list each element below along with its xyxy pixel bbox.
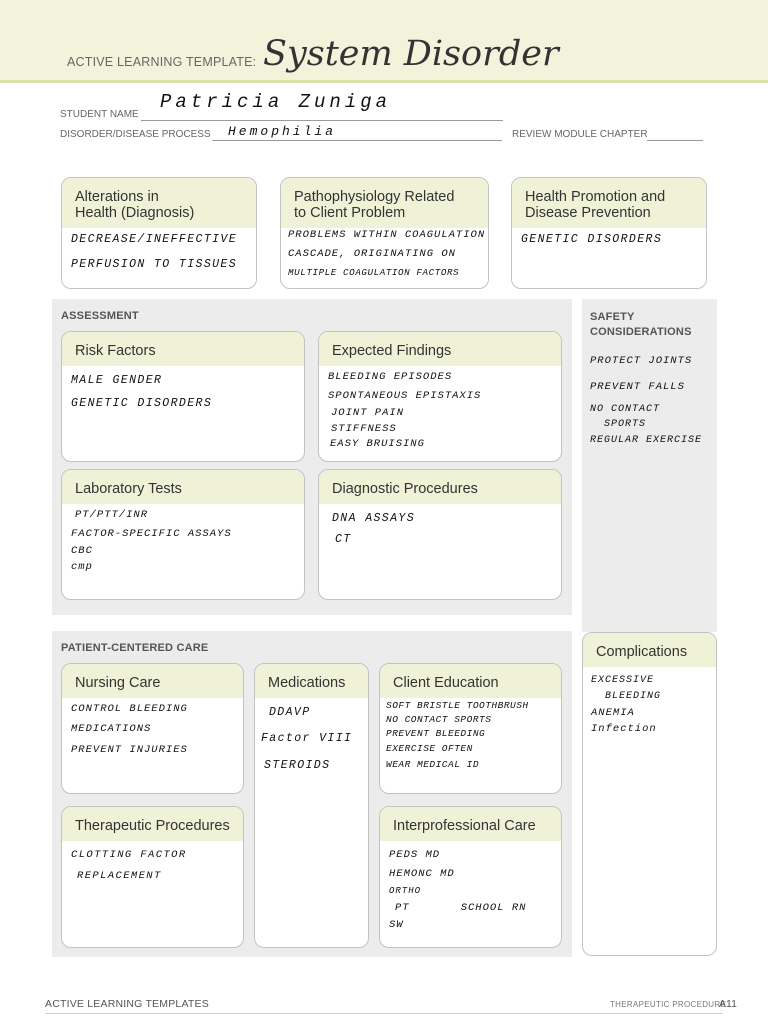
safety-line: PREVENT FALLS [590,381,685,393]
review-module-label: REVIEW MODULE CHAPTER [512,129,648,140]
pathophysiology-line: PROBLEMS WITHIN COAGULATION [288,229,486,241]
client-education-content [386,698,557,772]
therapeutic-procedures-title: Therapeutic Procedures [75,818,230,834]
safety-line: REGULAR EXERCISE [590,435,703,446]
header-rule [0,80,768,83]
health-promotion-line: GENETIC DISORDERS [521,233,663,246]
pathophysiology-content [288,228,484,281]
risk-factors-title: Risk Factors [75,343,156,359]
expected-findings-title: Expected Findings [332,343,452,359]
expected-findings-header [319,332,561,366]
nursing-care-content [71,702,239,759]
therapeutic-procedures-line: CLOTTING FACTOR [71,849,187,861]
laboratory-tests-line: cmp [71,560,93,573]
client-education-line: EXERCISE OFTEN [386,743,473,754]
client-education-line: SOFT BRISTLE TOOTHBRUSH [386,700,529,711]
complications-content [591,673,712,737]
therapeutic-procedures-content [71,845,239,887]
expected-findings-content [328,370,557,453]
laboratory-tests-title: Laboratory Tests [75,481,182,497]
interprofessional-care-content [389,845,557,933]
pathophysiology-header [281,178,488,228]
interprofessional-care-box[interactable] [379,806,562,948]
diagnostic-procedures-line: DNA ASSAYS [332,512,416,525]
safety-section [582,299,717,632]
interprofessional-care-line: SW [389,919,404,931]
client-education-title: Client Education [393,675,499,691]
nursing-care-line: MEDICATIONS [71,722,152,735]
footer-title: ACTIVE LEARNING TEMPLATES [45,998,209,1010]
footer-rule [45,1013,723,1014]
alterations-header [62,178,256,228]
nursing-care-line: CONTROL BLEEDING [71,703,188,715]
medications-line: STEROIDS [264,759,331,772]
complications-line: EXCESSIVE [591,675,655,686]
safety-title-line2: CONSIDERATIONS [590,326,692,338]
risk-factors-line: MALE GENDER [71,374,163,387]
review-module-line [647,140,703,141]
interprofessional-care-title: Interprofessional Care [393,818,536,834]
alterations-title-line1: Alterations in [75,189,159,205]
safety-line: SPORTS [590,419,647,430]
laboratory-tests-line: CBC [71,545,93,557]
medications-title: Medications [268,675,346,691]
nursing-care-header [62,664,243,698]
therapeutic-procedures-box[interactable] [61,806,244,948]
nursing-care-box[interactable] [61,663,244,794]
pathophysiology-line: CASCADE, ORIGINATING ON [288,247,456,260]
health-promotion-content [521,230,702,249]
complications-title: Complications [596,644,688,660]
disorder-value[interactable]: Hemophilia [228,124,337,139]
diagnostic-procedures-line: CT [335,533,352,546]
expected-findings-line: STIFFNESS [331,422,397,435]
complications-line: ANEMIA [591,707,635,719]
alterations-box[interactable] [61,177,257,289]
medications-line: DDAVP [269,706,311,719]
complications-header [583,633,716,667]
safety-title-line1: SAFETY [590,311,635,323]
disorder-line [212,140,502,141]
client-education-line: NO CONTACT SPORTS [386,713,492,725]
footer-chapter: THERAPEUTIC PROCEDURE [610,1000,727,1009]
student-name-line [141,120,503,121]
client-education-header [380,664,561,698]
interprofessional-care-line: PT SCHOOL RN [395,902,527,914]
client-education-box[interactable] [379,663,562,794]
template-label: ACTIVE LEARNING TEMPLATE: [67,55,257,69]
medications-content [261,700,364,780]
expected-findings-line: JOINT PAIN [331,407,405,419]
complications-line: Infection [591,723,657,735]
patient-care-section-title: PATIENT-CENTERED CARE [61,642,209,654]
expected-findings-line: EASY BRUISING [330,438,425,450]
laboratory-tests-line: PT/PTT/INR [75,509,149,521]
client-education-line: PREVENT BLEEDING [386,727,486,739]
alterations-line: DECREASE/INEFFECTIVE [71,233,238,246]
interprofessional-care-header [380,807,561,841]
therapeutic-procedures-line: REPLACEMENT [77,870,162,882]
pathophysiology-line: MULTIPLE COAGULATION FACTORS [288,267,460,278]
risk-factors-content [71,370,300,414]
complications-line: BLEEDING [591,691,662,702]
medications-line: Factor VIII [261,732,353,745]
alterations-line: PERFUSION TO TISSUES [71,258,238,271]
diagnostic-procedures-box[interactable] [318,469,562,600]
alterations-title-line2: Health (Diagnosis) [75,205,195,221]
complications-box[interactable] [582,632,717,956]
therapeutic-procedures-header [62,807,243,841]
student-name-value[interactable]: Patricia Zuniga [160,91,392,113]
pathophysiology-title-line1: Pathophysiology Related [294,189,455,205]
nursing-care-line: PREVENT INJURIES [71,744,188,756]
assessment-section-title: ASSESSMENT [61,310,139,322]
expected-findings-line: BLEEDING EPISODES [328,371,453,383]
diagnostic-procedures-title: Diagnostic Procedures [332,481,478,497]
interprofessional-care-line: PEDS MD [389,849,441,861]
laboratory-tests-box[interactable] [61,469,305,600]
template-title: System Disorder [263,34,559,74]
student-name-label: STUDENT NAME [60,109,139,120]
laboratory-tests-header [62,470,304,504]
health-promotion-title-line2: Disease Prevention [525,205,651,221]
client-education-line: WEAR MEDICAL ID [386,758,480,770]
expected-findings-box[interactable] [318,331,562,462]
pathophysiology-title-line2: to Client Problem [294,205,406,221]
expected-findings-line: SPONTANEOUS EPISTAXIS [328,389,482,402]
alterations-content [71,230,252,274]
disorder-label: DISORDER/DISEASE PROCESS [60,129,211,140]
interprofessional-care-line: ORTHO [389,886,422,896]
diagnostic-procedures-header [319,470,561,504]
medications-box[interactable] [254,663,369,948]
medications-header [255,664,368,698]
diagnostic-procedures-content [332,508,557,550]
pathophysiology-box[interactable] [280,177,489,289]
health-promotion-header [512,178,706,228]
safety-line: PROTECT JOINTS [590,355,693,367]
nursing-care-title: Nursing Care [75,675,161,691]
risk-factors-box[interactable] [61,331,305,462]
safety-content[interactable] [590,348,702,450]
health-promotion-title-line1: Health Promotion and [525,189,666,205]
interprofessional-care-line: HEMONC MD [389,868,455,880]
safety-title [590,310,692,340]
risk-factors-line: GENETIC DISORDERS [71,397,213,410]
footer-page-code: A11 [719,998,737,1010]
health-promotion-box[interactable] [511,177,707,289]
laboratory-tests-content [71,508,300,575]
safety-line: NO CONTACT [590,404,661,415]
laboratory-tests-line: FACTOR-SPECIFIC ASSAYS [71,527,232,540]
risk-factors-header [62,332,304,366]
